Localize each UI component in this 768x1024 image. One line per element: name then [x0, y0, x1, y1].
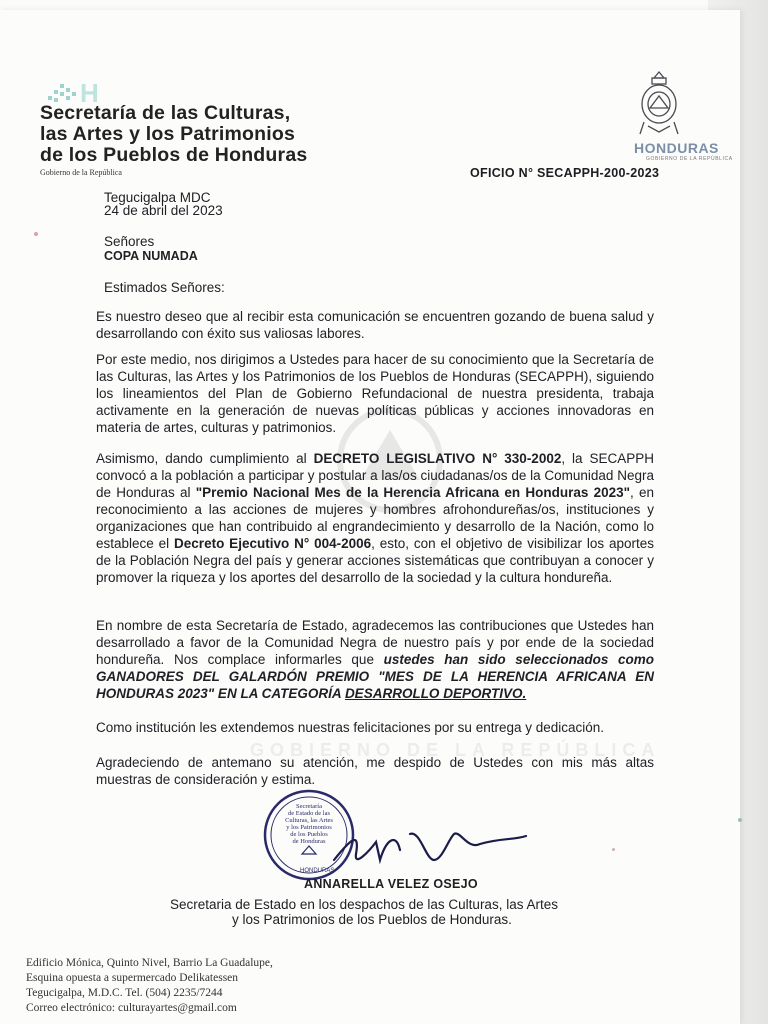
svg-text:Culturas, las Artes: Culturas, las Artes	[285, 817, 333, 824]
signer-name: ANNARELLA VELEZ OSEJO	[304, 877, 478, 891]
place: Tegucigalpa MDC	[104, 190, 211, 205]
p4-text-a: En nombre de esta Secretaría de Estado, agradecemos las contribuciones que Ustedes han desarrollado a favor de la Comunidad Negra de nuestro país y por ende de la sociedad hondureña. Nos complace informarles que	[96, 618, 654, 667]
watermark-text: GOBIERNO DE LA REPÚBLICA	[250, 740, 661, 760]
p4-category: DESARROLLO DEPORTIVO.	[344, 686, 527, 701]
footer-line-1: Edificio Mónica, Quinto Nivel, Barrio La Guadalupe,	[26, 957, 273, 969]
logo-letter: H	[80, 78, 99, 108]
secretaria-line-3: de los Pueblos de Honduras	[40, 144, 308, 166]
svg-text:Secretaría: Secretaría	[296, 803, 322, 810]
paragraph-6: Agradeciendo de antemano su atención, me despido de Ustedes con mis más altas muestras de consideración y estima.	[96, 755, 654, 787]
footer-line-2: Esquina opuesta a supermercado Delikatessen	[26, 972, 239, 984]
paper-speck	[34, 232, 38, 236]
recipient-name: COPA NUMADA	[104, 249, 198, 263]
p3-text-a: Asimismo, dando cumplimiento al	[96, 451, 314, 466]
secretaria-line-2: las Artes y los Patrimonios	[40, 123, 296, 145]
svg-text:y los Patrimonios: y los Patrimonios	[286, 824, 332, 831]
paragraph-5: Como institución les extendemos nuestras felicitaciones por su entrega y dedicación.	[96, 720, 605, 735]
honduras-seal-icon	[634, 70, 684, 142]
p4-selection: ustedes han sido seleccionados como GANADORES DEL GALARDÓN PREMIO "MES DE LA HERENCIA AFRICANA EN HONDURAS 2023" EN LA CATEGORÍA	[96, 652, 654, 701]
paragraph-3	[96, 450, 654, 586]
paper-speck	[612, 848, 615, 851]
paper-speck	[738, 818, 742, 822]
handwritten-signature	[330, 820, 530, 880]
footer-address	[26, 956, 273, 1016]
p3-text-b: , la SECAPPH convocó a la población a participar y postular a las/os ciudadanas/os de la Comunidad Negra de Honduras al	[96, 451, 655, 500]
p3-text-d: , esto, con el objetivo de visibilizar los aportes de la Población Negra del país y generar acciones sistemáticas que contribuyan a conocer y promover la riqueza y los aportes del desarrollo de la sociedad y la cultura hondureña.	[96, 536, 654, 585]
decreto-ejecutivo: Decreto Ejecutivo N° 004-2006	[174, 536, 372, 551]
salutation: Estimados Señores:	[104, 280, 225, 295]
stamp-bottom-text: HONDURAS	[300, 868, 335, 874]
svg-text:de Estado de las: de Estado de las	[287, 810, 331, 817]
paragraph-1: Es nuestro deseo que al recibir esta comunicación se encuentren gozando de buena salud y desarrollando con éxito sus valiosas labores.	[96, 309, 654, 341]
decreto-legislativo: DECRETO LEGISLATIVO N° 330-2002	[313, 451, 562, 466]
footer-line-3: Tegucigalpa, M.D.C. Tel. (504) 2235/7244	[26, 987, 223, 999]
p3-text-c: , en reconocimiento a las acciones de mujeres y hombres afrohondureñas/os, instituciones y organizaciones que han contribuido al engrandecimiento y desarrollo de la Nación, como lo establece el	[96, 485, 654, 551]
greeting-senores: Señores	[104, 234, 155, 249]
oficio-number: OFICIO N° SECAPPH-200-2023	[470, 166, 660, 180]
signer-title-line-2: y los Patrimonios de los Pueblos de Honduras.	[232, 912, 512, 927]
footer-email: Correo electrónico: culturayartes@gmail.com	[26, 1002, 237, 1014]
svg-text:de Honduras: de Honduras	[292, 838, 326, 845]
gobierno-label: Gobierno de la República	[40, 168, 122, 177]
secretaria-line-1: Secretaría de las Culturas,	[40, 102, 291, 124]
honduras-wordmark: HONDURAS	[634, 140, 719, 156]
date: 24 de abril del 2023	[104, 203, 223, 218]
signer-title-line-1: Secretaria de Estado en los despachos de las Culturas, las Artes	[170, 897, 558, 912]
honduras-subtitle: GOBIERNO DE LA REPÚBLICA	[646, 156, 733, 162]
paragraph-4	[96, 617, 654, 702]
svg-text:de los Pueblos: de los Pueblos	[290, 831, 328, 838]
premio-name: "Premio Nacional Mes de la Herencia Africana en Honduras 2023"	[195, 485, 631, 500]
secretaria-name	[40, 103, 307, 166]
paragraph-2: Por este medio, nos dirigimos a Ustedes para hacer de su conocimiento que la Secretaría de las Culturas, las Artes y los Patrimonios de los Pueblos de Honduras (SECAPPH), siguiendo los lineamientos del Plan de Gobierno Refundacional de nuestra presidenta, trabaja activamente en la generación de nuevas políticas públicas y acciones innovadoras en materia de artes, culturas y patrimonios.	[96, 352, 654, 435]
